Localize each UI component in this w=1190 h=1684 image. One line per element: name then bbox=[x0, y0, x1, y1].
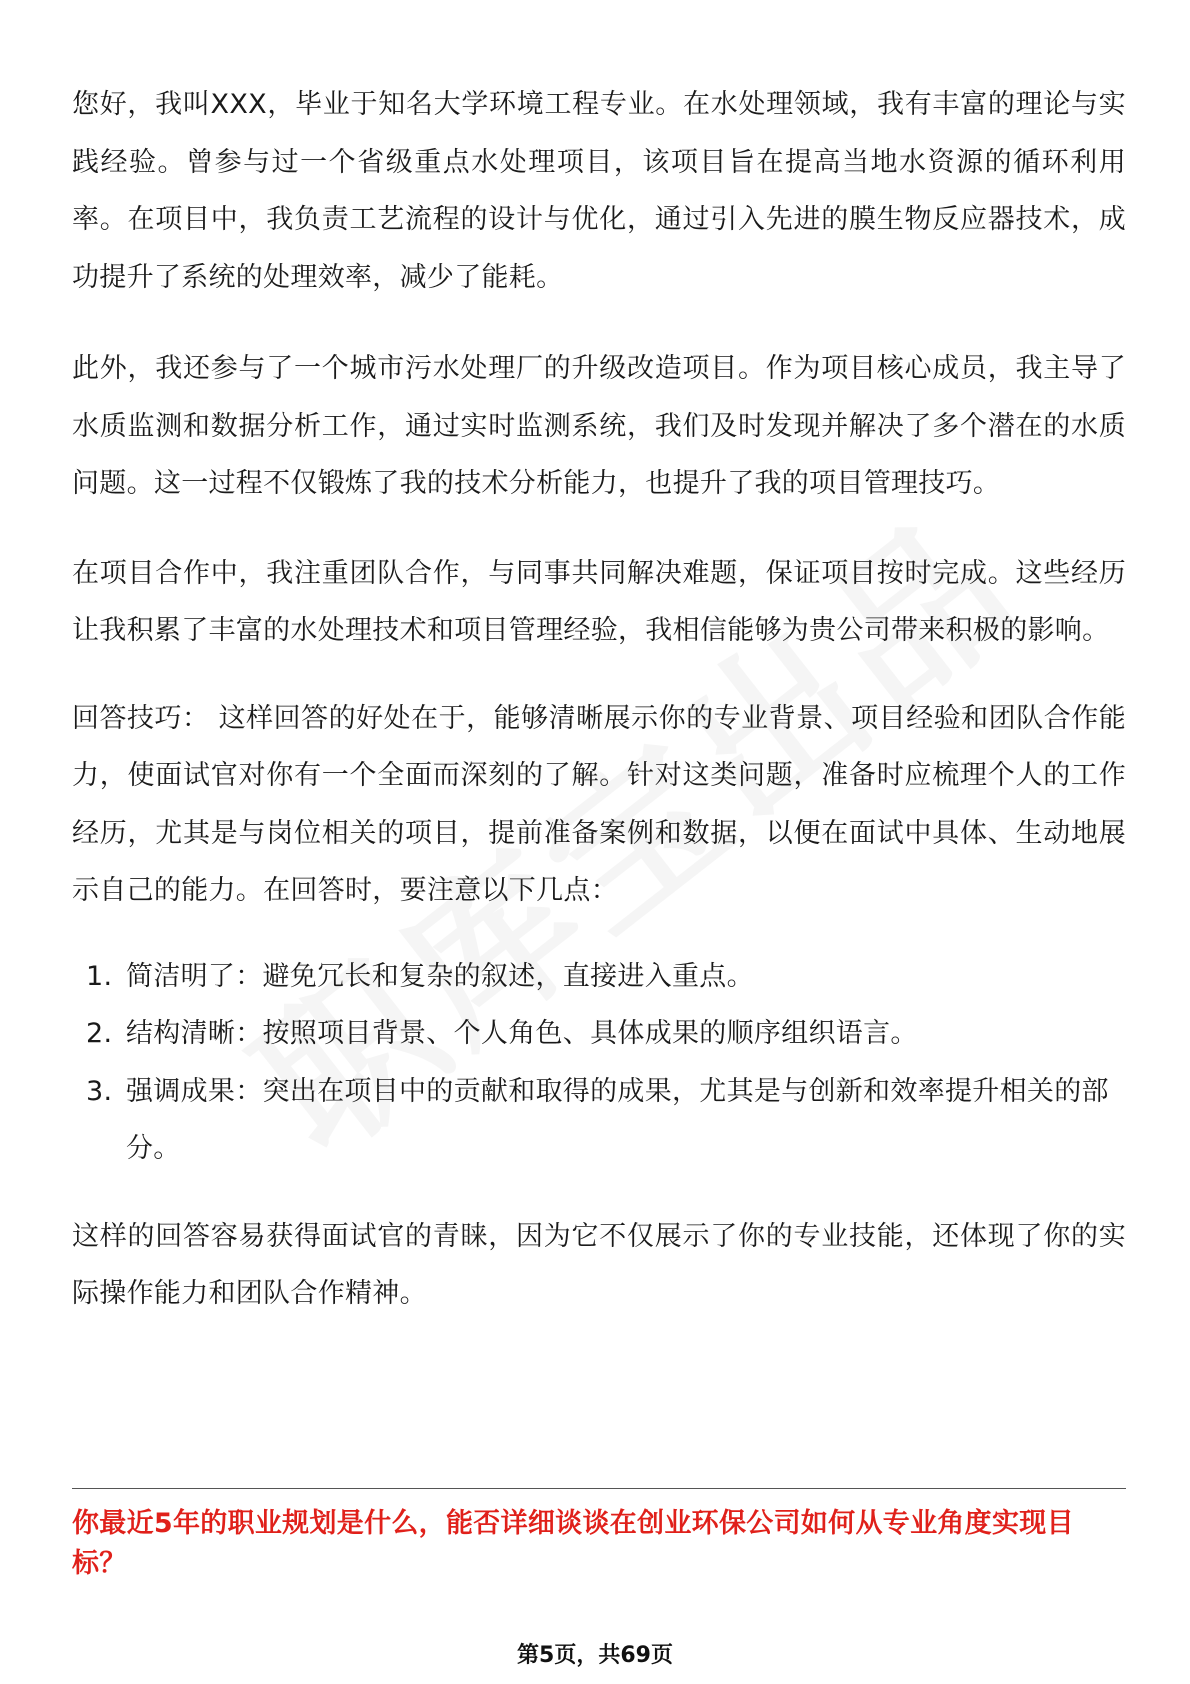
paragraph-teamwork: 在项目合作中，我注重团队合作，与同事共同解决难题，保证项目按时完成。这些经历让我积累了丰富的水处理技术和项目管理经验，我相信能够为贵公司带来积极的影响。 bbox=[72, 557, 1126, 646]
paragraph-answer-tips: 回答技巧： 这样回答的好处在于，能够清晰展示你的专业背景、项目经验和团队合作能力，使面试官对你有一个全面而深刻的了解。针对这类问题，准备时应梳理个人的工作经历，尤其是与岗位相关的项目，提前准备案例和数据，以便在面试中具体、生动地展示自己的能力。在回答时，要注意以下几点： bbox=[72, 702, 1126, 906]
paragraph-closing: 这样的回答容易获得面试官的青睐，因为它不仅展示了你的专业技能，还体现了你的实际操作能力和团队合作精神。 bbox=[72, 1220, 1126, 1309]
list-item-text: 结构清晰：按照项目背景、个人角色、具体成果的顺序组织语言。 bbox=[126, 1018, 918, 1049]
page-number: 第5页，共69页 bbox=[517, 1643, 673, 1668]
tips-list bbox=[72, 948, 1126, 1178]
list-item bbox=[72, 1005, 1126, 1063]
paragraph-intro: 您好，我叫XXX，毕业于知名大学环境工程专业。在水处理领域，我有丰富的理论与实践经验。曾参与过一个省级重点水处理项目，该项目旨在提高当地水资源的循环利用率。在项目中，我负责工艺流程的设计与优化，通过引入先进的膜生物反应器技术，成功提升了系统的处理效率，减少了能耗。 bbox=[72, 89, 1126, 293]
list-number: 1. bbox=[86, 960, 113, 992]
paragraph-upgrade-project: 此外，我还参与了一个城市污水处理厂的升级改造项目。作为项目核心成员，我主导了水质监测和数据分析工作，通过实时监测系统，我们及时发现并解决了多个潜在的水质问题。这一过程不仅锻炼了我的技术分析能力，也提升了我的项目管理技巧。 bbox=[72, 353, 1126, 499]
list-number: 2. bbox=[86, 1018, 113, 1049]
next-question-heading: 你最近5年的职业规划是什么，能否详细谈谈在创业环保公司如何从专业角度实现目标？ bbox=[72, 1508, 1074, 1579]
document-body bbox=[72, 76, 1126, 1323]
section-divider bbox=[72, 1488, 1126, 1489]
list-number: 3. bbox=[86, 1075, 113, 1107]
list-item-text: 简洁明了：避免冗长和复杂的叙述，直接进入重点。 bbox=[126, 960, 754, 992]
list-item bbox=[72, 1063, 1126, 1178]
list-item-text: 强调成果：突出在项目中的贡献和取得的成果，尤其是与创新和效率提升相关的部分。 bbox=[126, 1075, 1109, 1164]
list-item bbox=[72, 948, 1126, 1006]
